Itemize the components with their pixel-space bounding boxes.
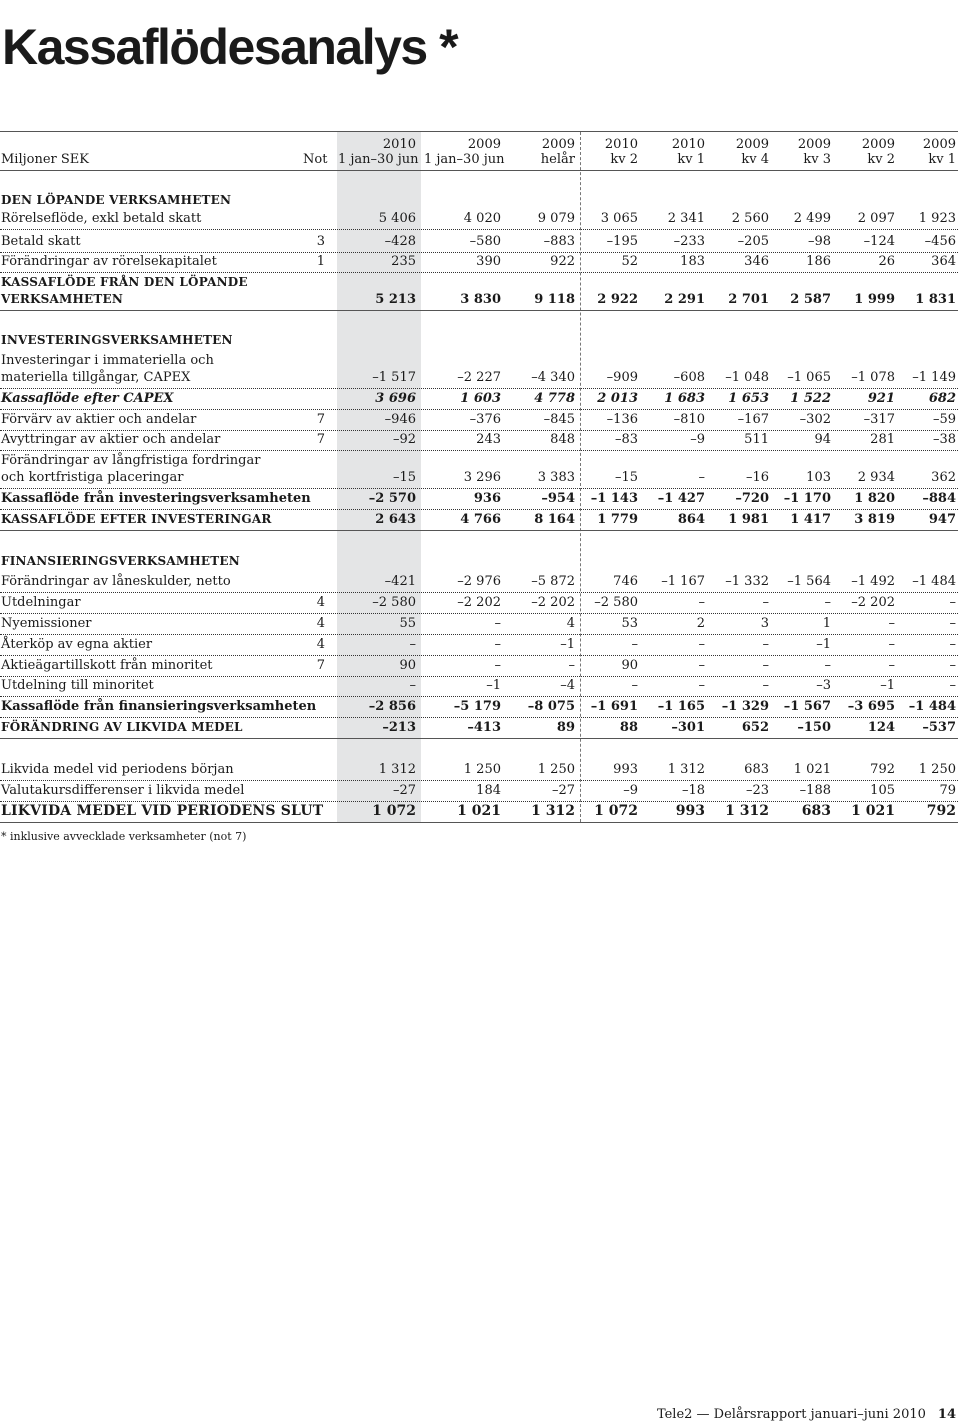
row-value: 682 [928, 391, 956, 406]
row-value: –810 [673, 412, 705, 427]
row-value: –1 484 [908, 699, 956, 714]
row-value: 3 830 [460, 292, 501, 307]
row-label: Utdelning till minoritet [1, 678, 154, 693]
row-separator [0, 272, 958, 273]
row-label: KASSAFLÖDE FRÅN DEN LÖPANDE VERKSAMHETEN [1, 275, 248, 306]
row-value: –5 179 [453, 699, 501, 714]
row-value: 3 696 [375, 391, 416, 406]
row-value: 3 383 [537, 470, 575, 485]
row-value: 26 [878, 254, 895, 269]
row-value: –233 [673, 234, 705, 249]
row-label: Likvida medel vid periodens början [1, 762, 234, 777]
row-label: FÖRÄNDRING AV LIKVIDA MEDEL [1, 720, 243, 734]
col-period: helår [540, 152, 575, 167]
row-value: –1 [816, 637, 831, 652]
row-value: 1 250 [537, 762, 575, 777]
row-value: –1 [486, 678, 501, 693]
row-value: 103 [806, 470, 831, 485]
row-value: 792 [870, 762, 895, 777]
row-label: Betald skatt [1, 234, 81, 249]
row-value: – [888, 637, 895, 652]
row-value: – [698, 678, 705, 693]
row-value: 2 922 [597, 292, 638, 307]
row-value: –1 332 [725, 574, 769, 589]
note-header: Not [303, 152, 328, 167]
row-value: – [631, 637, 638, 652]
row-value: 346 [744, 254, 769, 269]
row-value: –4 [560, 678, 575, 693]
row-value: 2 291 [664, 292, 705, 307]
col-year: 2009 [797, 137, 831, 152]
row-separator [0, 801, 958, 802]
row-value: –92 [392, 432, 416, 447]
row-value: 90 [399, 658, 416, 673]
row-value: 1 603 [460, 391, 501, 406]
row-label: Nyemissioner [1, 616, 92, 631]
row-value: –15 [614, 470, 638, 485]
row-label: KASSAFLÖDE EFTER INVESTERINGAR [1, 512, 272, 526]
page-number: 14 [937, 1407, 956, 1422]
row-value: –883 [543, 234, 575, 249]
row-value: 9 118 [534, 292, 575, 307]
col-year: 2009 [541, 137, 575, 152]
row-value: –2 202 [457, 595, 501, 610]
row-note: 7 [316, 432, 325, 447]
row-value: 511 [744, 432, 769, 447]
row-value: –1 065 [787, 370, 831, 385]
row-value: 2 013 [597, 391, 638, 406]
row-label: Förändringar av låneskulder, netto [1, 574, 231, 589]
row-value: 1 820 [854, 491, 895, 506]
row-value: 993 [675, 803, 705, 819]
col-period: kv 3 [803, 152, 831, 167]
row-value: 2 341 [667, 211, 705, 226]
row-value: 3 296 [463, 470, 501, 485]
row-value: – [494, 637, 501, 652]
row-value: –83 [614, 432, 638, 447]
row-value: 1 312 [531, 803, 575, 819]
row-value: 746 [613, 574, 638, 589]
row-value: 2 097 [857, 211, 895, 226]
row-value: –1 484 [912, 574, 956, 589]
row-value: –1 149 [912, 370, 956, 385]
row-value: 186 [806, 254, 831, 269]
row-value: –317 [863, 412, 895, 427]
row-value: – [949, 595, 956, 610]
row-value: 2 643 [375, 512, 416, 527]
row-separator [0, 409, 958, 410]
row-value: – [888, 658, 895, 673]
col-year: 2010 [382, 137, 416, 152]
row-value: –954 [541, 491, 575, 506]
row-value: – [698, 470, 705, 485]
row-value: 683 [801, 803, 831, 819]
row-value: 94 [814, 432, 831, 447]
row-separator [0, 310, 958, 311]
row-value: –2 856 [368, 699, 416, 714]
footer-text: Tele2 — Delårsrapport januari–juni 2010 [656, 1407, 926, 1422]
row-value: 184 [476, 783, 501, 798]
row-value: 1 [822, 616, 831, 631]
row-value: 1 250 [918, 762, 956, 777]
row-value: – [762, 678, 769, 693]
row-value: –188 [799, 783, 831, 798]
row-value: –845 [543, 412, 575, 427]
row-value: –1 [880, 678, 895, 693]
row-value: –8 075 [527, 699, 575, 714]
row-value: –1 567 [783, 699, 831, 714]
row-separator [0, 822, 958, 823]
row-value: –2 580 [372, 595, 416, 610]
row-value: –1 691 [590, 699, 638, 714]
row-value: 652 [741, 720, 769, 735]
row-label: Investeringar i immateriella och materiella tillgångar, CAPEX [1, 353, 214, 385]
row-value: 1 999 [854, 292, 895, 307]
row-label: Förändringar av rörelsekapitalet [1, 254, 217, 269]
row-value: –5 872 [531, 574, 575, 589]
col-year: 2009 [861, 137, 895, 152]
row-separator [0, 388, 958, 389]
row-value: –1 078 [851, 370, 895, 385]
row-value: 2 560 [731, 211, 769, 226]
row-separator [0, 634, 958, 635]
row-value: 9 079 [537, 211, 575, 226]
row-label: Förvärv av aktier och andelar [1, 412, 197, 427]
row-value: 1 831 [915, 292, 956, 307]
row-value: 390 [476, 254, 501, 269]
row-label: INVESTERINGSVERKSAMHETEN [1, 333, 233, 347]
column-divider [580, 132, 581, 822]
row-value: 235 [391, 254, 416, 269]
row-value: 921 [867, 391, 895, 406]
row-label: Kassaflöde från finansieringsverksamheten [1, 699, 317, 714]
row-value: –2 202 [851, 595, 895, 610]
row-value: –1 167 [661, 574, 705, 589]
row-value: 1 417 [790, 512, 831, 527]
row-separator [0, 655, 958, 656]
row-value: 1 072 [372, 803, 416, 819]
row-value: –1 517 [372, 370, 416, 385]
row-value: – [949, 658, 956, 673]
unit-label: Miljoner SEK [1, 152, 90, 167]
row-label: Återköp av egna aktier [1, 637, 153, 652]
row-value: –1 143 [590, 491, 638, 506]
row-value: 947 [928, 512, 956, 527]
row-value: 1 021 [851, 803, 895, 819]
row-value: –15 [392, 470, 416, 485]
row-value: 53 [621, 616, 638, 631]
row-value: 1 072 [594, 803, 638, 819]
row-separator [0, 717, 958, 718]
row-value: –38 [932, 432, 956, 447]
row-value: 1 250 [463, 762, 501, 777]
row-value: –16 [745, 470, 769, 485]
row-value: – [631, 678, 638, 693]
row-value: –27 [392, 783, 416, 798]
col-year: 2009 [735, 137, 769, 152]
row-value: – [409, 678, 416, 693]
row-value: –413 [467, 720, 501, 735]
row-value: 55 [399, 616, 416, 631]
row-value: – [762, 637, 769, 652]
row-note: 3 [316, 234, 325, 249]
row-value: 4 [566, 616, 575, 631]
row-value: 183 [680, 254, 705, 269]
row-value: –2 227 [457, 370, 501, 385]
page-footer [657, 1407, 956, 1422]
row-value: – [949, 616, 956, 631]
row-label: Rörelseflöde, exkl betald skatt [1, 211, 202, 226]
row-value: –1 427 [657, 491, 705, 506]
row-value: –150 [797, 720, 831, 735]
row-value: –608 [673, 370, 705, 385]
row-value: 2 [696, 616, 705, 631]
row-label: Kassaflöde från investeringsverksamheten [1, 491, 311, 506]
row-note: 4 [316, 637, 325, 652]
row-value: –456 [924, 234, 956, 249]
row-value: –124 [863, 234, 895, 249]
row-value: 281 [870, 432, 895, 447]
row-value: 8 164 [534, 512, 575, 527]
row-value: 90 [621, 658, 638, 673]
row-value: –1 329 [721, 699, 769, 714]
row-label: Valutakursdifferenser i likvida medel [1, 783, 245, 798]
row-value: –720 [735, 491, 769, 506]
row-note: 7 [316, 412, 325, 427]
row-label: FINANSIERINGSVERKSAMHETEN [1, 554, 240, 568]
page-title: Kassaflödesanalys * [2, 19, 458, 75]
row-value: 2 934 [857, 470, 895, 485]
row-value: 124 [867, 720, 895, 735]
row-value: –195 [606, 234, 638, 249]
row-value: –428 [384, 234, 416, 249]
row-value: 1 312 [667, 762, 705, 777]
row-value: 936 [473, 491, 501, 506]
row-value: 2 587 [790, 292, 831, 307]
row-value: –1 165 [657, 699, 705, 714]
col-year: 2010 [604, 137, 638, 152]
row-value: – [698, 658, 705, 673]
row-value: –3 [816, 678, 831, 693]
row-value: –98 [807, 234, 831, 249]
row-value: – [494, 616, 501, 631]
row-value: –1 048 [725, 370, 769, 385]
row-label: Förändringar av långfristiga fordringar och kortfristiga placeringar [1, 453, 261, 485]
row-value: –421 [384, 574, 416, 589]
row-separator [0, 229, 958, 230]
row-value: –59 [932, 412, 956, 427]
row-value: –884 [922, 491, 956, 506]
col-period: kv 1 [677, 152, 705, 167]
col-year: 2010 [671, 137, 705, 152]
row-value: 5 213 [375, 292, 416, 307]
row-label: Kassaflöde efter CAPEX [1, 391, 174, 406]
row-note: 7 [316, 658, 325, 673]
row-label: Utdelningar [1, 595, 81, 610]
row-value: – [949, 637, 956, 652]
row-separator [0, 450, 958, 451]
row-value: –9 [690, 432, 705, 447]
row-value: –2 976 [457, 574, 501, 589]
row-value: –1 492 [851, 574, 895, 589]
row-value: –946 [384, 412, 416, 427]
footnote: * inklusive avvecklade verksamheter (not 7) [1, 830, 247, 843]
row-value: –909 [606, 370, 638, 385]
row-value: 52 [621, 254, 638, 269]
col-period: 1 jan–30 jun [424, 152, 505, 167]
row-value: – [409, 637, 416, 652]
row-value: 792 [926, 803, 956, 819]
row-value: 922 [550, 254, 575, 269]
row-label: Avyttringar av aktier och andelar [1, 432, 221, 447]
row-label: LIKVIDA MEDEL VID PERIODENS SLUT [1, 803, 324, 819]
row-value: 4 766 [460, 512, 501, 527]
row-value: –2 580 [594, 595, 638, 610]
row-value: 864 [677, 512, 705, 527]
row-value: –27 [551, 783, 575, 798]
row-separator [0, 696, 958, 697]
row-value: –136 [606, 412, 638, 427]
row-value: –18 [681, 783, 705, 798]
row-value: – [698, 595, 705, 610]
row-value: –167 [737, 412, 769, 427]
row-value: 1 779 [597, 512, 638, 527]
row-value: 1 653 [728, 391, 769, 406]
row-value: –376 [469, 412, 501, 427]
row-value: 1 021 [793, 762, 831, 777]
row-value: –302 [799, 412, 831, 427]
row-value: – [824, 658, 831, 673]
row-value: 5 406 [378, 211, 416, 226]
col-period: 1 jan–30 jun [338, 152, 419, 167]
row-note: 4 [316, 616, 325, 631]
row-value: 364 [931, 254, 956, 269]
row-value: 4 020 [463, 211, 501, 226]
row-value: – [824, 595, 831, 610]
row-value: 3 065 [600, 211, 638, 226]
row-value: 79 [939, 783, 956, 798]
row-value: –1 170 [783, 491, 831, 506]
row-value: – [698, 637, 705, 652]
row-note: 4 [316, 595, 325, 610]
row-separator [0, 780, 958, 781]
row-value: 243 [476, 432, 501, 447]
col-year: 2009 [467, 137, 501, 152]
row-value: 2 701 [728, 292, 769, 307]
col-year: 2009 [922, 137, 956, 152]
row-value: 105 [870, 783, 895, 798]
row-separator [0, 530, 958, 531]
row-label: Aktieägartillskott från minoritet [1, 658, 213, 673]
row-value: –205 [737, 234, 769, 249]
col-period: kv 4 [741, 152, 769, 167]
row-value: –301 [671, 720, 705, 735]
table-top-rule [0, 131, 958, 132]
row-value: – [494, 658, 501, 673]
row-value: –537 [922, 720, 956, 735]
row-value: –213 [382, 720, 416, 735]
row-label: DEN LÖPANDE VERKSAMHETEN [1, 193, 232, 207]
row-separator [0, 509, 958, 510]
row-value: 1 021 [457, 803, 501, 819]
row-value: –2 202 [531, 595, 575, 610]
row-value: 1 981 [728, 512, 769, 527]
col-period: kv 2 [867, 152, 895, 167]
row-value: 1 522 [790, 391, 831, 406]
row-value: – [888, 616, 895, 631]
row-value: 1 312 [378, 762, 416, 777]
row-value: – [568, 658, 575, 673]
row-value: 362 [931, 470, 956, 485]
row-note: 1 [316, 254, 325, 269]
row-value: –580 [469, 234, 501, 249]
row-value: –3 695 [847, 699, 895, 714]
col-period: kv 2 [610, 152, 638, 167]
row-value: – [762, 658, 769, 673]
row-separator [0, 592, 958, 593]
row-value: 1 923 [918, 211, 956, 226]
row-value: –23 [745, 783, 769, 798]
row-value: –1 564 [787, 574, 831, 589]
row-value: 1 312 [725, 803, 769, 819]
row-value: – [949, 678, 956, 693]
row-value: – [762, 595, 769, 610]
row-value: 3 [760, 616, 769, 631]
row-separator [0, 613, 958, 614]
row-value: 848 [550, 432, 575, 447]
col-period: kv 1 [928, 152, 956, 167]
row-value: 993 [613, 762, 638, 777]
header-bottom-rule [0, 170, 958, 171]
row-value: 1 683 [664, 391, 705, 406]
row-value: –4 340 [531, 370, 575, 385]
row-separator [0, 488, 958, 489]
row-value: 88 [619, 720, 638, 735]
row-value: –2 570 [368, 491, 416, 506]
row-value: 4 778 [534, 391, 575, 406]
row-value: 2 499 [793, 211, 831, 226]
row-value: 3 819 [854, 512, 895, 527]
row-value: –1 [560, 637, 575, 652]
row-separator [0, 738, 958, 739]
row-value: –9 [623, 783, 638, 798]
row-value: 89 [556, 720, 575, 735]
row-value: 683 [744, 762, 769, 777]
